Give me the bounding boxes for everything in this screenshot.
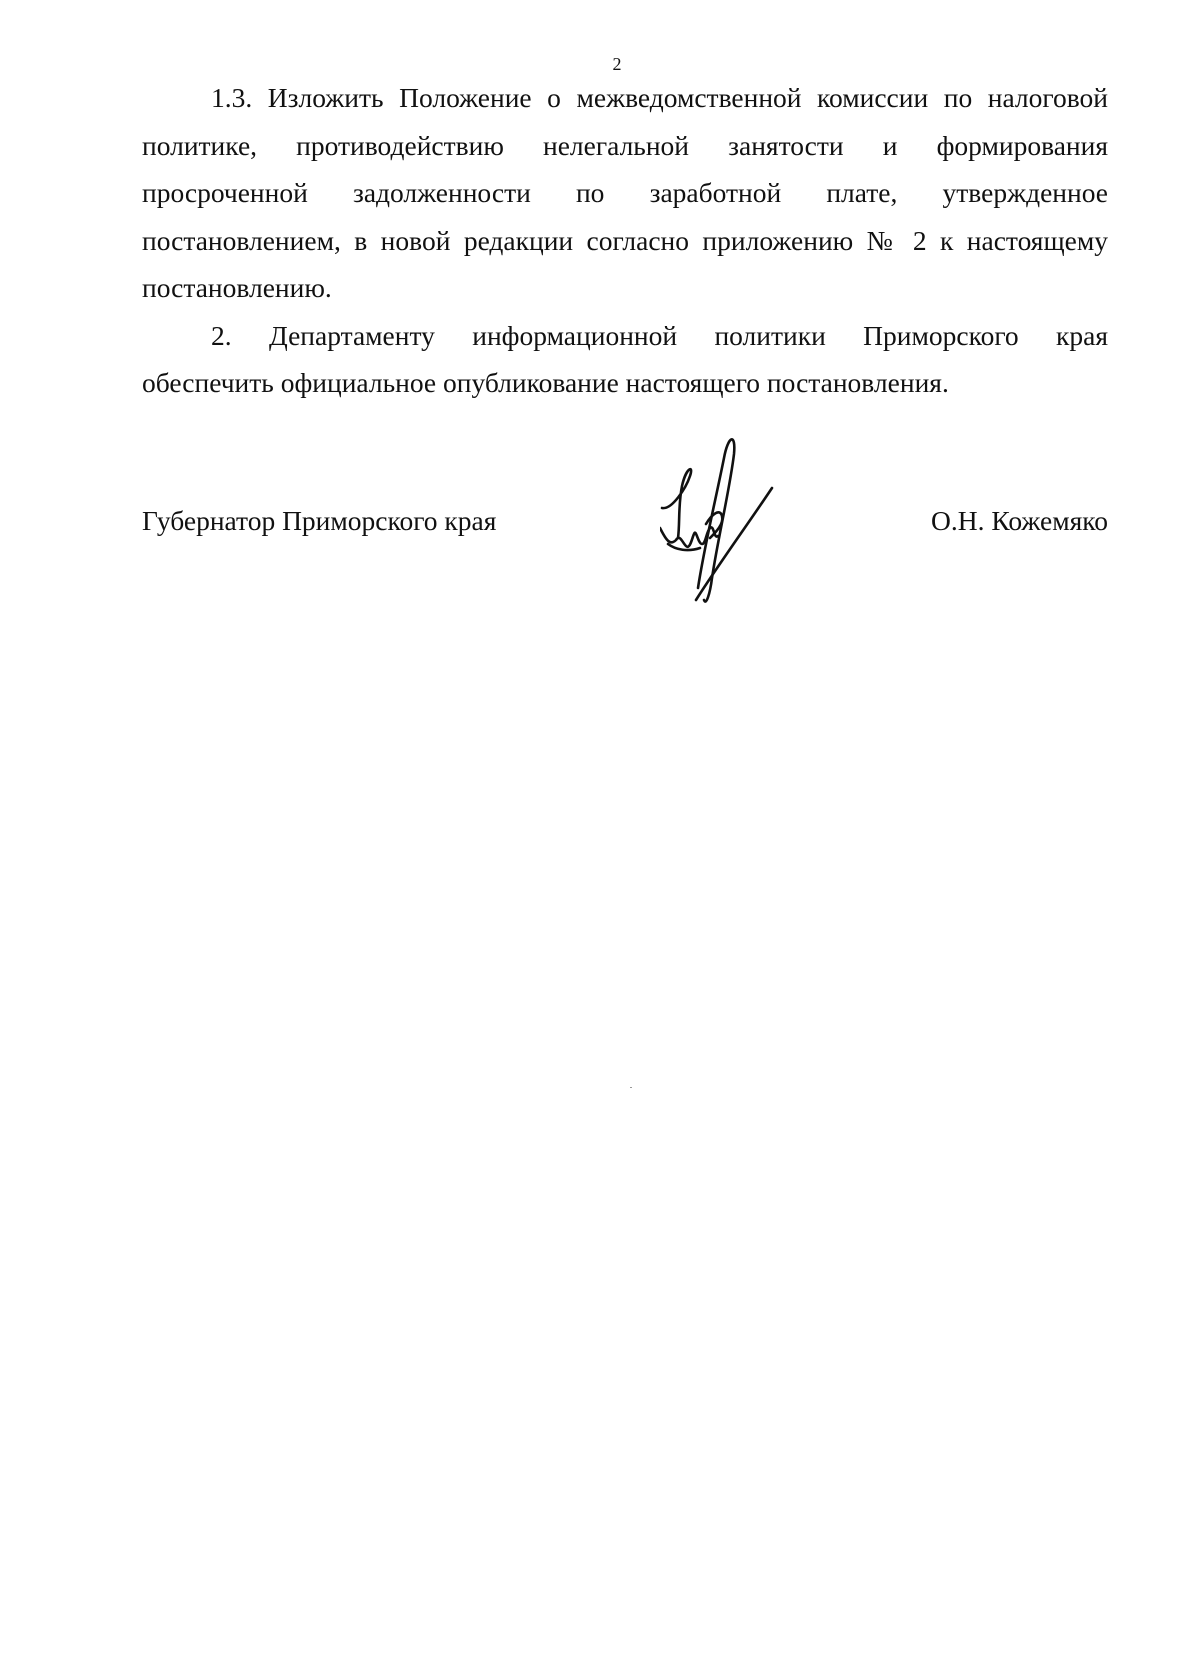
page-number: 2 — [612, 54, 622, 74]
text-line: обеспечить официальное опубликование настоящего постановления. — [142, 367, 949, 398]
text-line: 2. Департаменту информационной политики Приморского края — [211, 319, 1108, 351]
paragraph-1-3 — [142, 74, 1108, 312]
text-line: просроченной задолженности по заработной плате, утвержденное — [142, 177, 1108, 208]
document-body — [142, 74, 1108, 407]
signatory-name: О.Н. Кожемяко — [931, 505, 1108, 536]
text-line: постановлению. — [142, 272, 332, 303]
paragraph-2 — [142, 312, 1108, 407]
text-line: 1.3. Изложить Положение о межведомственной комиссии по налоговой — [211, 82, 1108, 113]
handwritten-signature — [660, 428, 790, 608]
text-line: постановлением, в новой редакции согласно приложению № 2 к настоящему — [142, 224, 1108, 256]
text-line: политике, противодействию нелегальной занятости и формирования — [142, 129, 1108, 161]
scan-speck — [630, 1087, 632, 1088]
signature-block — [142, 503, 1108, 539]
signatory-title: Губернатор Приморского края — [142, 505, 497, 536]
